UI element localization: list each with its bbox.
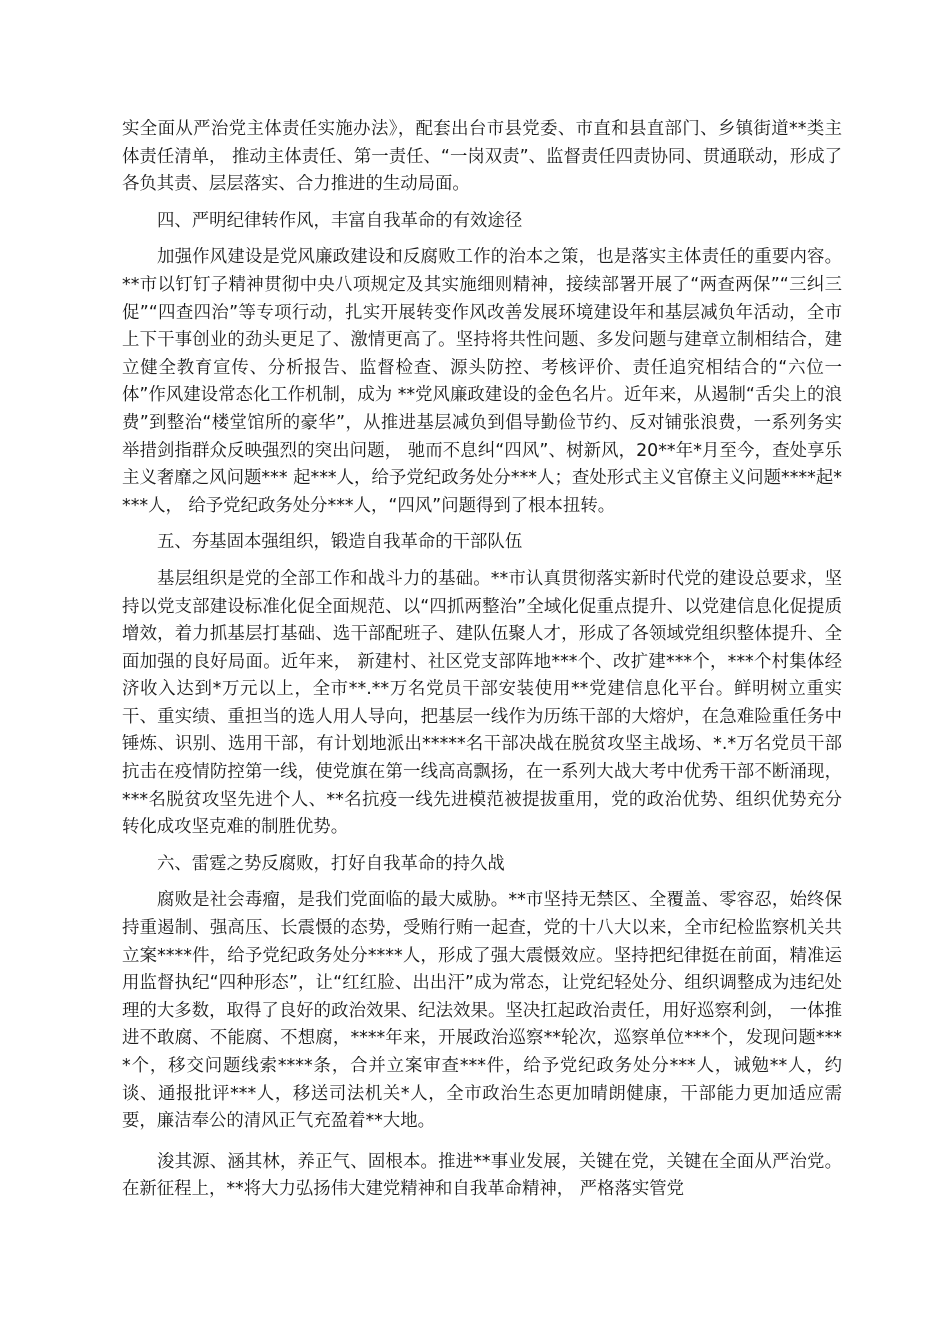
paragraph-style-work: 加强作风建设是党风廉政建设和反腐败工作的治本之策，也是落实主体责任的重要内容。**市以钉钉子精神贯彻中央八项规定及其实施细则精神，接续部署开展了“两查两保”“三纠三促”“四查四治”等专项行动，扎实开展转变作风改善发展环境建设年和基层减负年活动，全市上下干事创业的劲头更足了、激情更高了。坚持将共性问题、多发问题与建章立制相结合，建立健全教育宣传、分析报告、监督检查、源头防控、考核评价、责任追究相结合的“六位一体”作风建设常态化工作机制，成为 **党风廉政建设的金色名片。近年来，从遏制“舌尖上的浪费”到整治“楼堂馆所的豪华”，从推进基层减负到倡导勤俭节约、反对铺张浪费，一系列务实举措剑指群众反映强烈的突出问题， 驰而不息纠“四风”、树新风，20**年*月至今，查处享乐主义奢靡之风问题*** 起***人，给予党纪政务处分***人；查处形式主义官僚主义问题****起****人， 给予党纪政务处分***人，“四风”问题得到了根本扭转。: [122, 247, 842, 516]
section-heading-5: 五、夯基固本强组织，锻造自我革命的干部队伍: [157, 532, 523, 553]
paragraph-grassroots-organization: 基层组织是党的全部工作和战斗力的基础。**市认真贯彻落实新时代党的建设总要求，坚持以党支部建设标准化促全面规范、以“四抓两整治”全域化促重点提升、以党建信息化促提质增效，着力抓基层打基础、选干部配班子、建队伍聚人才，形成了各领域党组织整体提升、全面加强的良好局面。近年来， 新建村、社区党支部阵地***个、改扩建***个，***个村集体经济收入达到*万元以上，全市**.**万名党员干部安装使用**党建信息化平台。鲜明树立重实干、重实绩、重担当的选人用人导向，把基层一线作为历练干部的大熔炉，在急难险重任务中锤炼、识别、选用干部，有计划地派出*****名干部决战在脱贫攻坚主战场、*.*万名党员干部抗击在疫情防控第一线，使党旗在第一线高高飘扬，在一系列大战大考中优秀干部不断涌现，***名脱贫攻坚先进个人、**名抗疫一线先进模范被提拔重用，党的政治优势、组织优势充分转化成攻坚克难的制胜优势。: [122, 568, 842, 838]
section-heading-6: 六、雷霆之势反腐败，打好自我革命的持久战: [157, 853, 505, 874]
paragraph-anti-corruption: 腐败是社会毒瘤，是我们党面临的最大威胁。**市坚持无禁区、全覆盖、零容忍，始终保持重遏制、强高压、长震慑的态势，受贿行贿一起查，党的十八大以来，全市纪检监察机关共立案****件，给予党纪政务处分****人，形成了强大震慑效应。坚持把纪律挺在前面，精准运用监督执纪“四种形态”，让“红红脸、出出汗”成为常态，让党纪轻处分、组织调整成为违纪处理的大多数，取得了良好的政治效果、纪法效果。坚决扛起政治责任，用好巡察利剑， 一体推进不敢腐、不能腐、不想腐，****年来，开展政治巡察**轮次，巡察单位***个，发现问题****个，移交问题线索****条，合并立案审查***件，给予党纪政务处分***人，诫勉**人，约谈、通报批评***人，移送司法机关*人，全市政治生态更加晴朗健康，干部能力更加适应需要，廉洁奉公的清风正气充盈着**大地。: [122, 890, 842, 1132]
document-page: [122, 116, 842, 1204]
section-heading-4: 四、严明纪律转作风，丰富自我革命的有效途径: [157, 210, 523, 231]
paragraph-conclusion: 浚其源、涵其林，养正气、固根本。推进**事业发展，关键在党，关键在全面从严治党。在新征程上，**将大力弘扬伟大建党精神和自我革命精神， 严格落实管党: [122, 1151, 842, 1200]
paragraph-continuation: 实全面从严治党主体责任实施办法》，配套出台市县党委、市直和县直部门、乡镇街道**类主体责任清单， 推动主体责任、第一责任、“一岗双责”、监督责任四责协同、贯通联动，形成了各负其责、层层落实、合力推进的生动局面。: [122, 119, 842, 195]
